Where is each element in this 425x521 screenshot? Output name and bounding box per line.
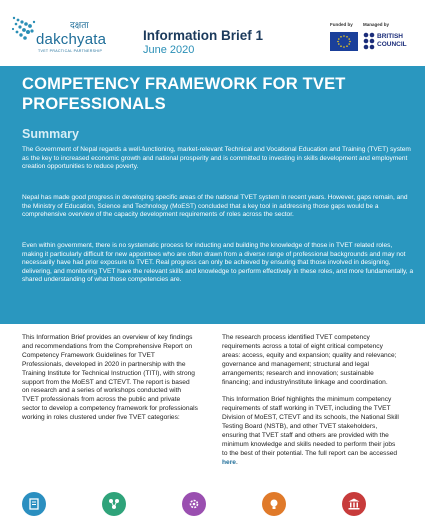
- logo-wordmark: dakchyata: [36, 31, 107, 48]
- category-icons-row: [0, 486, 425, 521]
- lightbulb-glyph: [267, 497, 281, 511]
- bc-line-2: COUNCIL: [377, 41, 407, 48]
- brief-title: Information Brief 1: [143, 28, 264, 43]
- logo-devanagari: दक्षता: [70, 20, 89, 30]
- gear-person-icon: [182, 492, 206, 516]
- full-report-link[interactable]: here: [222, 458, 236, 466]
- institution-icon: [342, 492, 366, 516]
- summary-paragraph-1: The Government of Nepal regards a well-functioning, market-relevant Technical and Vocational Education and Training (TVET) system as the key to increased economic growth and national prosperity and is committed to investing in skills development and employment creation opportunities to reduce poverty.: [22, 146, 411, 171]
- summary-heading: Summary: [22, 127, 79, 141]
- logo-tagline: TVET PRACTICAL PARTNERSHIP: [38, 49, 103, 53]
- british-council-logo-text: [377, 33, 422, 49]
- summary-paragraph-3: Even within government, there is no systematic process for inducting and building the knowledge of those in TVET related roles, making it particularly difficult for new appointees who are often drawn from a diverse range of professional backgrounds and may not necessarily have had prior exposure to TVET. Real progress can only be achieved by ensuring that those involved in designing, delivering, and monitoring TVET have the relevant skills and knowledge to perform effectively in these roles, and more fundamentally, a shared understanding of what those competencies are.: [22, 242, 414, 284]
- people-network-icon: [102, 492, 126, 516]
- gear-person-glyph: [187, 497, 201, 511]
- document-icon: [22, 492, 46, 516]
- institution-glyph: [347, 497, 361, 511]
- bc-line-1: BRITISH: [377, 33, 403, 40]
- right-column-paragraph-2: [222, 396, 402, 467]
- managed-by-label: Managed by: [363, 22, 390, 27]
- left-column-text: This Information Brief provides an overview of key findings and recommendations from the Comprehensive Report on Competency Framework Guidelines for TVET Professionals, developed in 2020 in partnership with the Training Institute for Technical Instruction (TITI), with strong support from the MoEST and CTEVT. The report is based on research and a series of workshops conducted with TVET professionals from across the public and private sector to develop a competency framework for professionals working in roles clustered under five TVET categories:: [22, 334, 198, 422]
- british-council-dots-icon: [363, 32, 375, 50]
- funded-by-label: Funded by: [330, 22, 353, 27]
- summary-paragraph-2: Nepal has made good progress in developing specific areas of the national TVET system in recent years. However, gaps remain, and the Ministry of Education, Science and Technology (MoEST) concluded that a key tool in addressing those gaps would be a comprehensive overview of the capacity development requirements of roles across the sector.: [22, 194, 408, 219]
- right-column: [222, 334, 402, 468]
- page-title: COMPETENCY FRAMEWORK FOR TVET PROFESSIONALS: [22, 75, 346, 113]
- right-p2-end: .: [235, 458, 238, 466]
- left-column: [22, 334, 198, 423]
- right-p2-text: This Information Brief highlights the minimum competency requirements of staff working in TVET, including the TVET Division of MoEST, CTEVT and its schools, the National Skill Testing Board (NSTB), and other TVET stakeholders, ensuring that TVET staff and others are provided with the minimum knowledge and skills needed to perform their jobs to the best of their potential. The full report can be accessed: [222, 396, 399, 457]
- lightbulb-icon: [262, 492, 286, 516]
- header: [0, 0, 425, 66]
- right-column-paragraph-1: The research process identified TVET competency requirements across a total of eight critical competency areas: access, equity and expansion; quality and relevance; governance and management; structural and legal arrangements; research and innovation; sustainable financing; and industry/institute linkage and coordination.: [222, 334, 397, 386]
- document-glyph: [27, 497, 41, 511]
- brief-date: June 2020: [143, 44, 195, 56]
- people-network-glyph: [107, 497, 121, 511]
- summary-banner: [0, 66, 425, 324]
- dakchyata-logo: [10, 12, 120, 58]
- eu-stars-icon: [337, 35, 351, 48]
